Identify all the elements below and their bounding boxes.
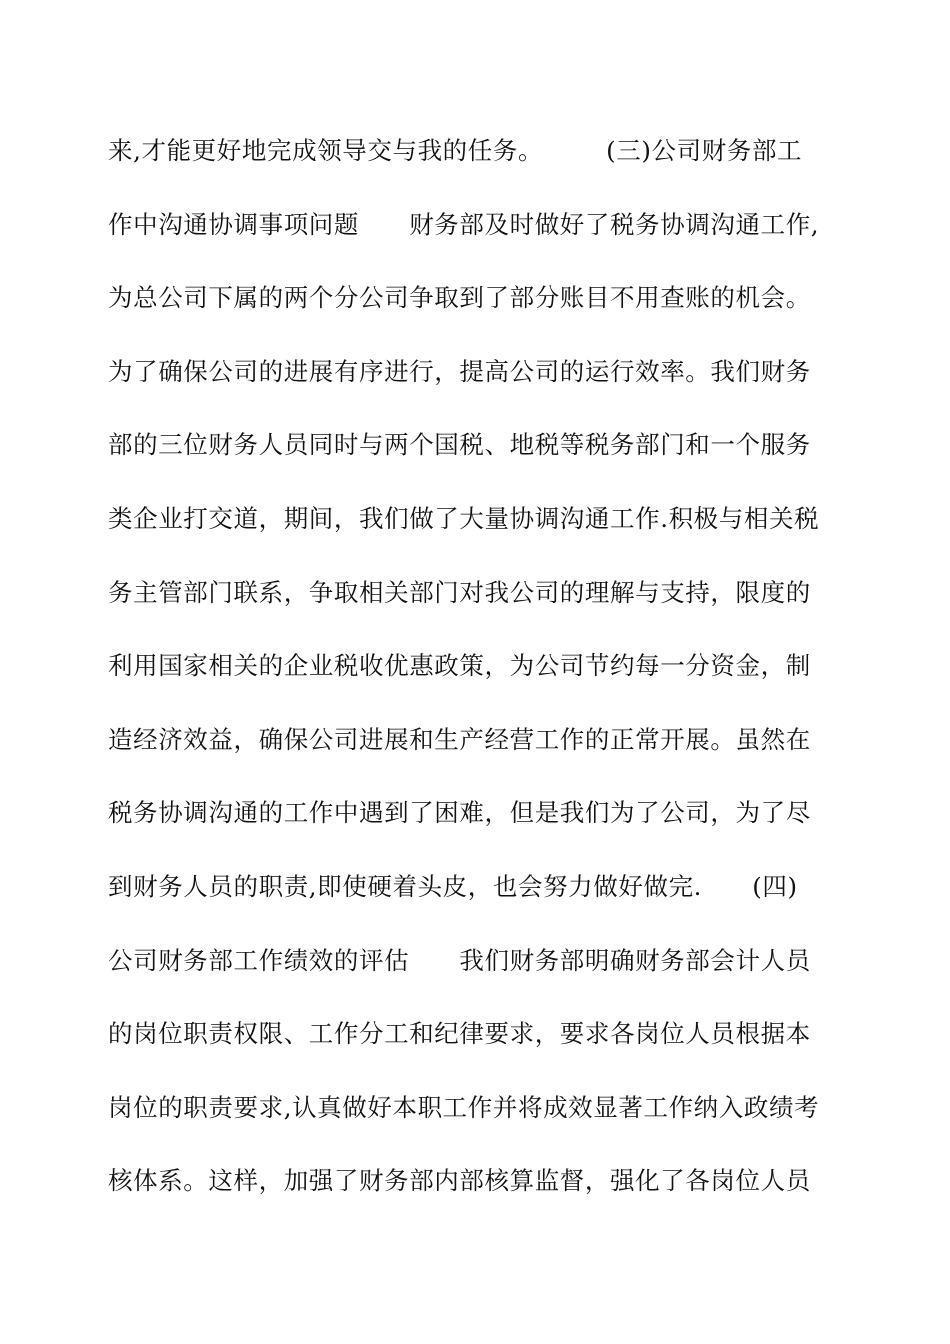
text-line: 利用国家相关的企业税收优惠政策，为公司节约每一分资金，制 <box>108 651 811 681</box>
body-text <box>108 128 848 1232</box>
text-line: 到财务人员的职责,即使硬着头皮，也会努力做好做完. (四) <box>108 871 798 901</box>
text-line: 务主管部门联系，争取相关部门对我公司的理解与支持，限度的 <box>108 577 811 607</box>
text-line: 核体系。这样，加强了财务部内部核算监督，强化了各岗位人员 <box>108 1166 811 1196</box>
text-line: 岗位的职责要求,认真做好本职工作并将成效显著工作纳入政绩考 <box>108 1092 820 1122</box>
text-line: 为总公司下属的两个分公司争取到了部分账目不用查账的机会。 <box>108 283 811 313</box>
text-line: 税务协调沟通的工作中遇到了困难，但是我们为了公司，为了尽 <box>108 798 811 828</box>
text-line: 为了确保公司的进展有序进行，提高公司的运行效率。我们财务 <box>108 356 811 386</box>
text-line: 的岗位职责权限、工作分工和纪律要求，要求各岗位人员根据本 <box>108 1019 811 1049</box>
text-line: 类企业打交道，期间，我们做了大量协调沟通工作.积极与相关税 <box>108 503 820 533</box>
text-line: 部的三位财务人员同时与两个国税、地税等税务部门和一个服务 <box>108 430 811 460</box>
text-line: 公司财务部工作绩效的评估 我们财务部明确财务部会计人员 <box>108 945 811 975</box>
text-line: 造经济效益，确保公司进展和生产经营工作的正常开展。虽然在 <box>108 724 811 754</box>
text-line: 作中沟通协调事项问题 财务部及时做好了税务协调沟通工作, <box>108 209 820 239</box>
text-line: 来,才能更好地完成领导交与我的任务。 (三)公司财务部工 <box>108 136 803 165</box>
